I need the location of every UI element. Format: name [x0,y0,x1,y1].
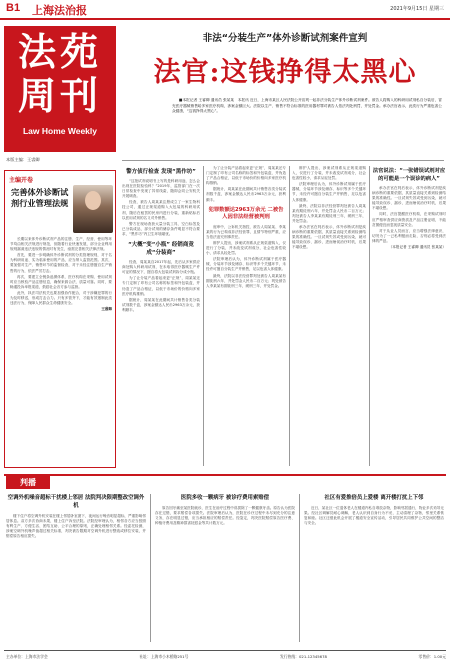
brief-body: 近日，某社区一位退休老人在楼道内私自堆放杂物，影响邻居通行，物业多次劝导无果。经社区调解员耐心调解，老人认识到自身行为不妥，主动清理了杂物，邻里关系恢复和睦。社区还借此机会开展了楼道安全宣传活动，引导居民共同维护公共空间的整洁与安全。 [304,506,444,526]
article-paragraph: 同时，法官提醒医疗机构，在采购试剂时应严格审查供应商资质及产品注册证明，不能贪图便宜而忽视质量安全。 [372,212,446,227]
lead-text: ■本报记者 王睿卿 通讯员 张某某 本报讯 近日，上海市某区人民法院公开宣判一起非法分装生产体外诊断试剂案件。被告人将购入的科研用试剂私自分装后，冒充医疗器械销售给多家医疗机构，涉案金额巨大。法院以生产、销售不符合标准的医用器材罪对被告人依法判处刑罚，并处罚金。承办法官表示，此类行为严重危害公众健康，“这钱挣得太黑心”。 [172,98,442,114]
article-col-3 [292,166,366,466]
article-paragraph: 法院审理后认为，体外诊断试剂属于医疗器械，分装环节涉及储存、标识等多个关键环节，未经许可擅自分装生产并销售，足以危害人体健康。 [206,257,286,272]
article-paragraph: 经查，周某某自2017年起，先后从多家供应商处购入科研用试剂，在未取得医疗器械生产许可证的情况下，擅自将大包装试剂拆分成小瓶。 [122,260,200,275]
article-paragraph: 为了让分装产品看起来更“正规”，周某某还专门定制了印有公司名称的标签和外包装盒，并伪造了产品合格证，以低于市场价的价格向多家医疗机构推销。 [122,276,200,296]
issue-date: 2021年9月15日 星期三 [390,6,444,12]
article-paragraph: 承办法官在判后表示，体外诊断试剂是疾病诊断的重要依据，其质量直接关系到检测结果的准确性。一旦试剂失效或受到污染，就可能导致误诊、漏诊，进而贻误治疗时机，后果不堪设想。 [372,186,446,211]
brief-title: 社区有爱推倍员上爱楼 离开楼打扰上下邻 [324,495,424,501]
host-body [10,237,112,313]
page-number: B1 [6,2,21,14]
footer-phone: 发行热线：021-12345678 [280,654,327,659]
brief-item [304,494,444,644]
footer [6,654,446,660]
article-paragraph: 法院审理后认为，体外诊断试剂属于医疗器械，分装环节涉及储存、标识等多个关键环节，未经许可擅自分装生产并销售，足以危害人体健康。 [292,182,366,202]
column-editor: 本版主编：王睿卿 [6,157,40,162]
brief-item [155,494,295,644]
section-title: 警方侦行检查 发现“黑作坊” [126,169,196,175]
article-paragraph: 为了让分装产品看起来更“正规”，周某某还专门定制了印有公司名称的标签和外包装盒，并伪造了产品合格证，以低于市场价的价格向多家医疗机构推销。 [206,166,286,186]
brief-title: 医院多收一颗病牙 被诊疗费用索赔偿 [180,495,270,501]
article-paragraph: 辩护人提出，涉案试剂系从正规渠道购入，仅进行了分装，并未改变试剂成分，社会危害性较小，请求从轻处罚。 [292,166,366,181]
article-paragraph: 对于从业人员而言，应当增强法律意识，切勿为了一己私利铤而走险，否则必将受到法律的严惩。 [372,228,446,243]
article-paragraph: 最终，法院以非法经营罪判处被告人周某某有期徒刑六年，并处罚金人民币二百万元；判处被告人李某某有期徒刑三年，缓刑三年，并处罚金。 [292,203,366,223]
column-divider [289,166,290,466]
column-divider [369,166,370,466]
author-photo-face [85,191,101,210]
article-col-2 [206,166,286,466]
column-title-line2: 周刊 [17,73,102,118]
host-paragraph: 首先，要进一步明确体外诊断试剂的分类管理规则，对于名为科研用途、实为临床使用的产品，应当纳入监管范围。其次，要加强对生产、销售环节的监督检查，对于未经注册擅自生产销售的行为，依法严厉打击。 [10,253,112,273]
article-col-1 [122,166,200,466]
host-column [4,170,116,468]
footer-publisher: 主办单位：上海市法学会 [6,654,48,659]
footer-price: 零售价：1.00元 [418,654,446,659]
headline-kicker: 非法“分装生产”体外诊断试剂案件宣判 [202,33,368,44]
host-paragraph: 长期以来体外诊断试剂产品的注册、生产、经营、使用等环节均由相关法规进行规范，但随着行业快速发展，部分企业利用规则漏洞违法违规的情况时有发生，亟需完善相关法律法规。 [10,237,112,252]
column-divider [150,494,151,642]
article-paragraph: 据统计，周某某在此期间共计销售各类分装试剂数千盒，涉案金额达人民币2963万余元，获利颇丰。 [122,297,200,312]
article-paragraph: 据统计，周某某在此期间共计销售各类分装试剂数千盒，涉案金额达人民币2963万余元，获利颇丰。 [206,187,286,202]
article-sign: （本报记者 王睿卿 通讯员 张某某） [388,245,446,250]
article-col-4 [372,166,446,466]
paper-name: 上海法治报 [32,4,87,17]
briefs-band-rule [4,474,446,476]
article-paragraph: 经查，被告人周某某注册成立了一家生物科技公司，通过正规渠道购入大包装的科研用试剂，随后在租赁的民房内进行分装，重新贴标后以医用试剂的名义对外销售。 [122,200,200,220]
article-paragraph: 辩护人提出，涉案试剂系从正规渠道购入，仅进行了分装，并未改变试剂成分，社会危害性较小，请求从轻处罚。 [206,240,286,256]
host-paragraph: 再次，要建立全链条追溯体系，医疗机构在采购、使用试剂时应当核验产品注册信息，确保来源合法、质量可靠。同时，要畅通投诉举报渠道，鼓励社会各方参与监督。 [10,274,112,289]
article-paragraph: 庭审中，公诉机关指控，被告人周某某、李某某的行为已构成非法经营罪，且情节特别严重，应当依法追究刑事责任。 [206,224,286,239]
brief-item [6,494,146,644]
column-subtitle: Law Home Weekly [22,126,97,136]
author-photo [73,185,113,233]
footer-address: 社址：上海市小木桥路251号 [139,654,189,659]
column-divider [203,166,204,466]
article-paragraph: “这批试剂说明书上写的是科研用途，怎么会出现在医院检验科？”2019年，监管部门在一次日常检查中发现了异常线索，随即会同公安机关开展调查。 [122,179,200,199]
article-paragraph: 承办法官在判后表示，体外诊断试剂是疾病诊断的重要依据，其质量直接关系到检测结果的准确性。一旦试剂失效或受到污染，就可能导致误诊、漏诊，进而贻误治疗时机，后果不堪设想。 [292,225,366,250]
host-heading: 完善体外诊断试剂行业管理法规 [11,187,69,208]
section-title: 犯罪数额达2963万余元 二被告人因非法经营被判刑 [208,206,284,221]
brief-body: 楼下住户将空调外机安装在楼上邻居卧室窗下，夜间运行噪音明显超标，严重影响邻居休息。双方多次协商未果，楼上住户诉至法院。法院经审理认为，相邻各方应当按照有利生产、方便生活、团结互助、公平合理的原则，正确处理相邻关系。经委托检测，涉案空调外机噪声值超过相关标准，判决被告限期对空调外机进行整改或移位安装，并赔偿原告相应损失。 [6,514,146,539]
headline-lead [172,98,442,144]
host-paragraph: 此外，执法司法机关也要加强协作配合，对于涉嫌犯罪的行为及时移送，形成打击合力。只有多管齐下，才能有效遏制此类违法行为，保障人民群众生命健康安全。 [10,290,112,306]
masthead [0,0,450,20]
column-title-line1: 法苑 [17,29,102,74]
host-label: 主编开卷 [9,177,34,184]
article-paragraph: 最终，法院以非法经营罪判处被告人周某某有期徒刑六年，并处罚金人民币二百万元；判处被告人李某某有期徒刑三年，缓刑三年，并处罚金。 [206,273,286,288]
footer-rule [4,650,446,651]
brief-title: 空调外机噪音超标干扰楼上邻居 法院判决限期整改空调外机 [7,495,145,509]
section-title: “大概”变“小瓶” 经销商竟成“分装商” [128,242,194,257]
article-paragraph: 警方在现场查获大量分装工具、空白标签及已分装成品，部分试剂的储存条件明显不符合要求，“黑作坊”内卫生环境堪忧。 [122,221,200,236]
column-title-block [4,26,116,152]
section-title: 法官说法：“一张错误试剂对应的可能是一个误诊的病人” [372,168,446,182]
briefs-band-label: 判播 [6,476,50,489]
headline-rule [122,160,444,161]
host-sign: 王睿卿 [101,307,112,312]
column-divider [299,494,300,642]
headline-main: 法官:这钱挣得太黑心 [153,57,417,88]
brief-body: 原告因牙痛至某医院就诊，医生在治疗过程中误拔除了一颗健康牙齿。原告认为医院存在过错，要求赔偿各项损失。法院审理后认为，医院在诊疗过程中未尽到充分的注意义务，存在明显过错，应当承担相应的赔偿责任。经鉴定，判决医院赔偿原告医疗费、种植牙费用及精神损害抚慰金等共计数万元。 [155,506,295,526]
